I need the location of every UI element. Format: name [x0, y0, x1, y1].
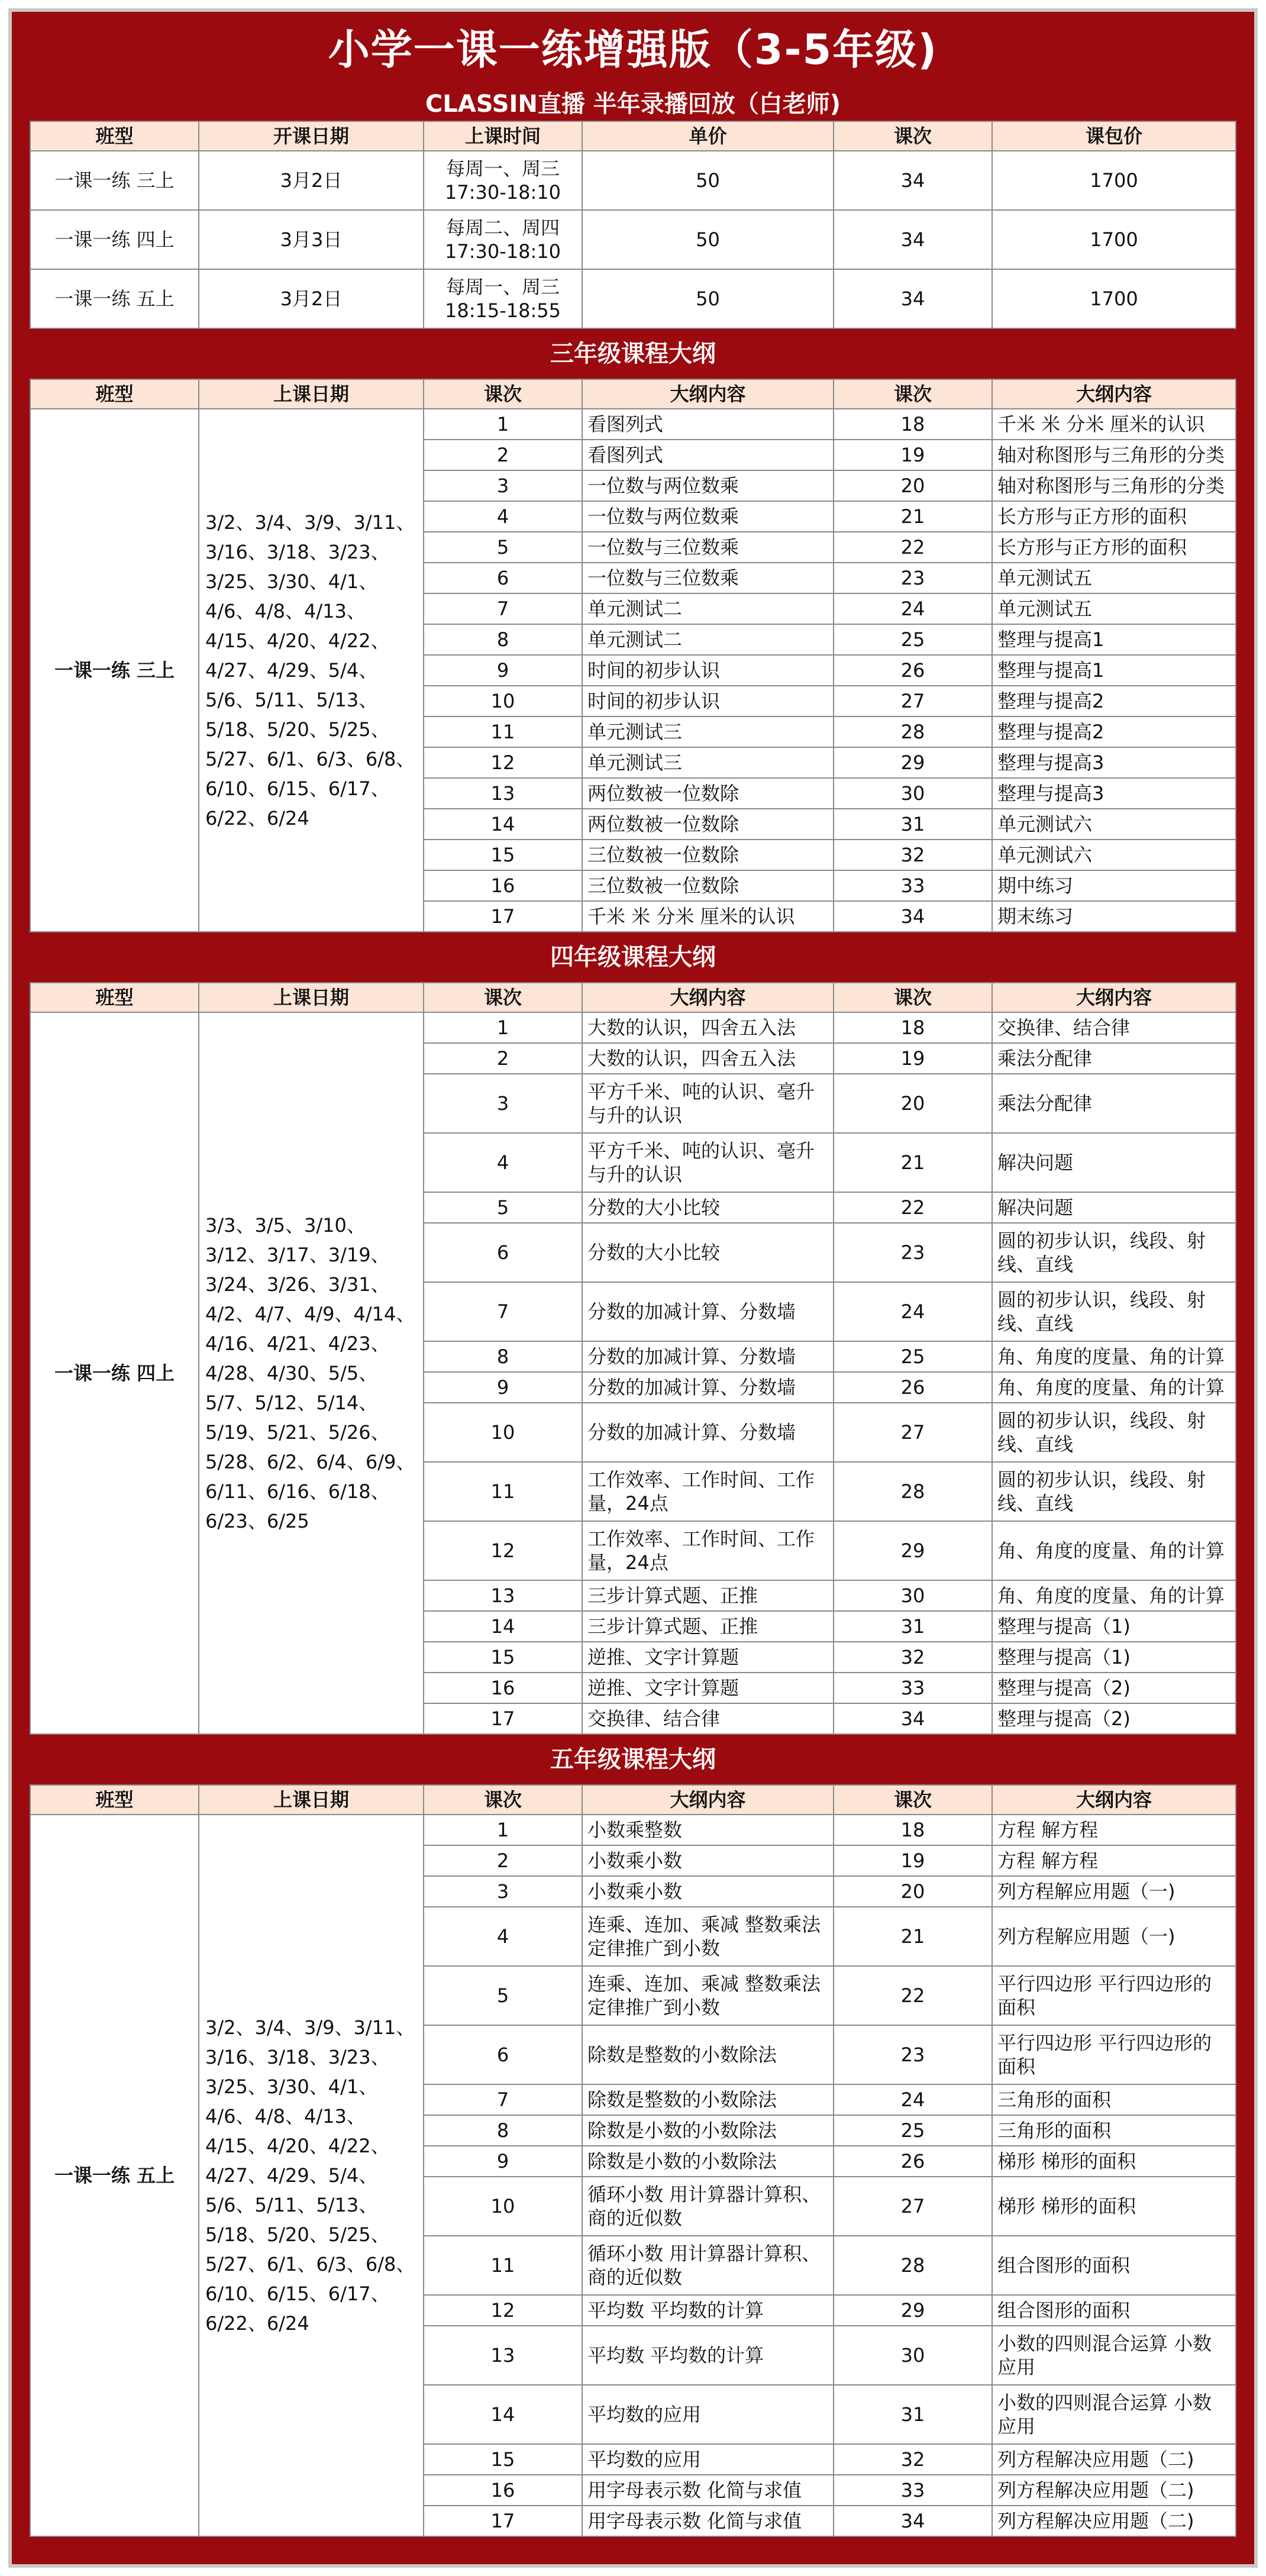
lesson-number: 5 — [424, 1966, 582, 2025]
overview-price: 50 — [582, 210, 834, 269]
lesson-content: 解决问题 — [992, 1133, 1236, 1192]
lesson-content: 整理与提高（2) — [992, 1703, 1236, 1734]
overview-time-days: 每周一、周三 — [445, 157, 560, 180]
syllabus-class: 一课一练 四上 — [30, 1012, 199, 1734]
grade4-section-title: 四年级课程大纲 — [550, 944, 716, 971]
lesson-number: 17 — [424, 2506, 582, 2536]
lesson-number: 12 — [424, 2295, 582, 2326]
lesson-number: 15 — [424, 840, 582, 870]
lesson-number: 22 — [834, 1966, 992, 2025]
lesson-number: 29 — [834, 747, 992, 778]
lesson-number: 29 — [834, 2295, 992, 2326]
lesson-content: 单元测试五 — [992, 593, 1236, 624]
syllabus-col-class: 班型 — [30, 379, 199, 409]
lesson-number: 6 — [424, 563, 582, 593]
lesson-number: 13 — [424, 2326, 582, 2385]
lesson-number: 1 — [424, 1815, 582, 1845]
lesson-number: 13 — [424, 778, 582, 809]
lesson-content: 圆的初步认识，线段、射线、直线 — [992, 1462, 1236, 1521]
lesson-number: 12 — [424, 1521, 582, 1580]
lesson-number: 28 — [834, 716, 992, 747]
overview-row — [30, 210, 1236, 269]
lesson-content: 分数的加减计算、分数墙 — [582, 1282, 834, 1341]
lesson-content: 列方程解决应用题（二) — [992, 2506, 1236, 2536]
lesson-content: 平行四边形 平行四边形的面积 — [992, 1966, 1236, 2025]
lesson-content: 整理与提高（2) — [992, 1673, 1236, 1703]
lesson-content: 单元测试五 — [992, 563, 1236, 593]
lesson-content: 长方形与正方形的面积 — [992, 501, 1236, 532]
lesson-number: 30 — [834, 2326, 992, 2385]
syllabus-col-content-a: 大纲内容 — [582, 983, 834, 1012]
lesson-content: 三位数被一位数除 — [582, 840, 834, 870]
syllabus-col-content-b: 大纲内容 — [992, 379, 1236, 409]
lesson-content: 角、角度的度量、角的计算 — [992, 1341, 1236, 1372]
lesson-number: 25 — [834, 1341, 992, 1372]
syllabus-class: 一课一练 三上 — [30, 409, 199, 932]
lesson-number: 16 — [424, 1673, 582, 1703]
lesson-number: 22 — [834, 532, 992, 563]
lesson-content: 长方形与正方形的面积 — [992, 532, 1236, 563]
lesson-number: 31 — [834, 809, 992, 840]
lesson-number: 20 — [834, 1074, 992, 1133]
lesson-number: 33 — [834, 2475, 992, 2506]
lesson-content: 一位数与三位数乘 — [582, 563, 834, 593]
syllabus-row — [30, 1012, 1236, 1043]
lesson-content: 时间的初步认识 — [582, 655, 834, 686]
lesson-content: 平方千米、吨的认识、毫升与升的认识 — [582, 1133, 834, 1192]
lesson-number: 27 — [834, 1403, 992, 1462]
lesson-number: 4 — [424, 501, 582, 532]
syllabus-col-lesson-b: 课次 — [834, 379, 992, 409]
overview-time-days: 每周一、周三 — [445, 276, 560, 298]
overview-start-date: 3月2日 — [199, 151, 424, 210]
lesson-content: 圆的初步认识，线段、射线、直线 — [992, 1223, 1236, 1282]
lesson-content: 一位数与两位数乘 — [582, 501, 834, 532]
lesson-content: 连乘、连加、乘减 整数乘法定律推广到小数 — [582, 1907, 834, 1966]
lesson-content: 小数乘小数 — [582, 1876, 834, 1907]
lesson-content: 循环小数 用计算器计算积、商的近似数 — [582, 2236, 834, 2295]
lesson-content: 分数的大小比较 — [582, 1192, 834, 1223]
syllabus-col-lesson-a: 课次 — [424, 983, 582, 1012]
lesson-content: 分数的大小比较 — [582, 1223, 834, 1282]
lesson-number: 30 — [834, 778, 992, 809]
lesson-number: 21 — [834, 1907, 992, 1966]
lesson-number: 28 — [834, 2236, 992, 2295]
lesson-number: 28 — [834, 1462, 992, 1521]
overview-start-date: 3月2日 — [199, 269, 424, 328]
lesson-content: 大数的认识，四舍五入法 — [582, 1043, 834, 1074]
lesson-number: 10 — [424, 1403, 582, 1462]
lesson-content: 轴对称图形与三角形的分类 — [992, 470, 1236, 501]
lesson-content: 单元测试三 — [582, 716, 834, 747]
overview-col-price: 单价 — [582, 121, 834, 151]
lesson-number: 14 — [424, 2385, 582, 2444]
lesson-content: 分数的加减计算、分数墙 — [582, 1403, 834, 1462]
grade5-syllabus-table — [30, 1784, 1236, 2537]
lesson-number: 17 — [424, 901, 582, 932]
lesson-content: 单元测试二 — [582, 593, 834, 624]
lesson-number: 11 — [424, 716, 582, 747]
lesson-content: 逆推、文字计算题 — [582, 1673, 834, 1703]
lesson-content: 除数是小数的小数除法 — [582, 2115, 834, 2146]
lesson-number: 9 — [424, 2146, 582, 2177]
lesson-number: 3 — [424, 1876, 582, 1907]
lesson-number: 4 — [424, 1133, 582, 1192]
lesson-number: 12 — [424, 747, 582, 778]
lesson-content: 列方程解决应用题（二) — [992, 2475, 1236, 2506]
syllabus-dates: 3/3、3/5、3/10、3/12、3/17、3/19、3/24、3/26、3/31、4/2、4/7、4/9、4/14、4/16、4/21、4/23、4/28、4/30、5/5、5/7、5/12、5/14、5/19、5/21、5/26、5/28、6/2、6/4、6/9、6/11、6/16、6/18、6/23、6/25 — [199, 1012, 424, 1734]
overview-row — [30, 151, 1236, 210]
lesson-content: 轴对称图形与三角形的分类 — [992, 440, 1236, 470]
lesson-content: 一位数与两位数乘 — [582, 470, 834, 501]
lesson-content: 平方千米、吨的认识、毫升与升的认识 — [582, 1074, 834, 1133]
lesson-number: 29 — [834, 1521, 992, 1580]
lesson-content: 组合图形的面积 — [992, 2295, 1236, 2326]
lesson-number: 23 — [834, 1223, 992, 1282]
overview-col-class: 班型 — [30, 121, 199, 151]
lesson-number: 6 — [424, 2025, 582, 2084]
lesson-number: 8 — [424, 1341, 582, 1372]
lesson-number: 19 — [834, 440, 992, 470]
syllabus-col-content-a: 大纲内容 — [582, 1785, 834, 1815]
lesson-content: 除数是整数的小数除法 — [582, 2084, 834, 2115]
lesson-number: 31 — [834, 2385, 992, 2444]
lesson-number: 11 — [424, 2236, 582, 2295]
lesson-content: 列方程解应用题（一) — [992, 1876, 1236, 1907]
lesson-content: 整理与提高2 — [992, 686, 1236, 716]
syllabus-col-lesson-a: 课次 — [424, 379, 582, 409]
lesson-number: 5 — [424, 532, 582, 563]
syllabus-header-row — [30, 983, 1236, 1012]
lesson-number: 15 — [424, 2444, 582, 2475]
lesson-number: 10 — [424, 2177, 582, 2236]
lesson-content: 整理与提高1 — [992, 655, 1236, 686]
lesson-number: 2 — [424, 1043, 582, 1074]
lesson-content: 整理与提高3 — [992, 778, 1236, 809]
lesson-number: 1 — [424, 409, 582, 440]
lesson-number: 32 — [834, 1642, 992, 1673]
lesson-content: 列方程解决应用题（二) — [992, 2444, 1236, 2475]
overview-row — [30, 269, 1236, 328]
syllabus-col-lesson-b: 课次 — [834, 983, 992, 1012]
lesson-content: 两位数被一位数除 — [582, 809, 834, 840]
lesson-number: 31 — [834, 1611, 992, 1642]
lesson-content: 乘法分配律 — [992, 1043, 1236, 1074]
lesson-number: 32 — [834, 2444, 992, 2475]
lesson-content: 分数的加减计算、分数墙 — [582, 1372, 834, 1403]
lesson-number: 34 — [834, 2506, 992, 2536]
lesson-content: 平均数的应用 — [582, 2444, 834, 2475]
lesson-content: 交换律、结合律 — [992, 1012, 1236, 1043]
lesson-content: 期中练习 — [992, 870, 1236, 901]
lesson-number: 17 — [424, 1703, 582, 1734]
lesson-content: 看图列式 — [582, 440, 834, 470]
lesson-content: 角、角度的度量、角的计算 — [992, 1580, 1236, 1611]
lesson-number: 8 — [424, 2115, 582, 2146]
overview-time-hours: 18:15-18:55 — [445, 299, 561, 322]
syllabus-col-content-b: 大纲内容 — [992, 983, 1236, 1012]
lesson-number: 14 — [424, 809, 582, 840]
lesson-number: 23 — [834, 2025, 992, 2084]
lesson-content: 两位数被一位数除 — [582, 778, 834, 809]
lesson-content: 三步计算式题、正推 — [582, 1611, 834, 1642]
syllabus-col-content-a: 大纲内容 — [582, 379, 834, 409]
lesson-content: 单元测试二 — [582, 624, 834, 655]
lesson-number: 16 — [424, 870, 582, 901]
lesson-number: 33 — [834, 870, 992, 901]
lesson-content: 梯形 梯形的面积 — [992, 2146, 1236, 2177]
overview-class: 一课一练 五上 — [30, 269, 199, 328]
lesson-content: 除数是整数的小数除法 — [582, 2025, 834, 2084]
lesson-content: 单元测试六 — [992, 840, 1236, 870]
lesson-content: 方程 解方程 — [992, 1815, 1236, 1845]
lesson-number: 18 — [834, 1815, 992, 1845]
lesson-content: 三位数被一位数除 — [582, 870, 834, 901]
lesson-content: 三角形的面积 — [992, 2084, 1236, 2115]
overview-count: 34 — [834, 151, 992, 210]
lesson-number: 13 — [424, 1580, 582, 1611]
lesson-content: 列方程解应用题（一) — [992, 1907, 1236, 1966]
lesson-number: 7 — [424, 1282, 582, 1341]
lesson-content: 整理与提高（1) — [992, 1611, 1236, 1642]
syllabus-header-row — [30, 379, 1236, 409]
lesson-content: 圆的初步认识，线段、射线、直线 — [992, 1403, 1236, 1462]
lesson-content: 平均数 平均数的计算 — [582, 2326, 834, 2385]
lesson-number: 19 — [834, 1845, 992, 1876]
lesson-number: 19 — [834, 1043, 992, 1074]
syllabus-class: 一课一练 五上 — [30, 1815, 199, 2536]
grade4-syllabus-table — [30, 982, 1236, 1735]
overview-total: 1700 — [992, 269, 1236, 328]
lesson-number: 24 — [834, 2084, 992, 2115]
lesson-content: 小数乘整数 — [582, 1815, 834, 1845]
lesson-content: 三角形的面积 — [992, 2115, 1236, 2146]
lesson-content: 连乘、连加、乘减 整数乘法定律推广到小数 — [582, 1966, 834, 2025]
content — [30, 12, 1236, 2564]
lesson-number: 30 — [834, 1580, 992, 1611]
lesson-number: 34 — [834, 1703, 992, 1734]
overview-time-days: 每周二、周四 — [445, 217, 560, 239]
lesson-number: 16 — [424, 2475, 582, 2506]
overview-total: 1700 — [992, 151, 1236, 210]
lesson-number: 27 — [834, 2177, 992, 2236]
lesson-number: 25 — [834, 624, 992, 655]
lesson-number: 15 — [424, 1642, 582, 1673]
lesson-content: 分数的加减计算、分数墙 — [582, 1341, 834, 1372]
lesson-content: 工作效率、工作时间、工作量，24点 — [582, 1521, 834, 1580]
lesson-number: 1 — [424, 1012, 582, 1043]
page-frame — [8, 8, 1258, 2568]
lesson-number: 22 — [834, 1192, 992, 1223]
syllabus-col-dates: 上课日期 — [199, 379, 424, 409]
lesson-content: 平均数的应用 — [582, 2385, 834, 2444]
page-subtitle: CLASSIN直播 半年录播回放（白老师) — [425, 91, 841, 118]
lesson-number: 7 — [424, 2084, 582, 2115]
lesson-content: 千米 米 分米 厘米的认识 — [582, 901, 834, 932]
lesson-content: 一位数与三位数乘 — [582, 532, 834, 563]
lesson-content: 梯形 梯形的面积 — [992, 2177, 1236, 2236]
lesson-content: 循环小数 用计算器计算积、商的近似数 — [582, 2177, 834, 2236]
lesson-content: 时间的初步认识 — [582, 686, 834, 716]
lesson-content: 平行四边形 平行四边形的面积 — [992, 2025, 1236, 2084]
lesson-content: 逆推、文字计算题 — [582, 1642, 834, 1673]
lesson-number: 26 — [834, 1372, 992, 1403]
overview-time — [424, 210, 582, 269]
syllabus-col-class: 班型 — [30, 1785, 199, 1815]
lesson-content: 用字母表示数 化简与求值 — [582, 2475, 834, 2506]
lesson-content: 乘法分配律 — [992, 1074, 1236, 1133]
lesson-content: 工作效率、工作时间、工作量，24点 — [582, 1462, 834, 1521]
lesson-number: 3 — [424, 1074, 582, 1133]
grade5-section-title: 五年级课程大纲 — [550, 1746, 716, 1773]
lesson-number: 7 — [424, 593, 582, 624]
lesson-number: 34 — [834, 901, 992, 932]
lesson-number: 21 — [834, 501, 992, 532]
syllabus-header-row — [30, 1785, 1236, 1815]
lesson-number: 21 — [834, 1133, 992, 1192]
lesson-number: 11 — [424, 1462, 582, 1521]
lesson-content: 平均数 平均数的计算 — [582, 2295, 834, 2326]
overview-time — [424, 151, 582, 210]
lesson-number: 9 — [424, 1372, 582, 1403]
lesson-content: 交换律、结合律 — [582, 1703, 834, 1734]
overview-col-start: 开课日期 — [199, 121, 424, 151]
lesson-content: 看图列式 — [582, 409, 834, 440]
lesson-number: 32 — [834, 840, 992, 870]
lesson-number: 26 — [834, 655, 992, 686]
overview-header-row — [30, 121, 1236, 151]
lesson-content: 方程 解方程 — [992, 1845, 1236, 1876]
lesson-number: 25 — [834, 2115, 992, 2146]
lesson-content: 整理与提高2 — [992, 716, 1236, 747]
lesson-number: 26 — [834, 2146, 992, 2177]
lesson-content: 解决问题 — [992, 1192, 1236, 1223]
overview-time-hours: 17:30-18:10 — [445, 181, 561, 204]
lesson-number: 4 — [424, 1907, 582, 1966]
lesson-number: 2 — [424, 440, 582, 470]
syllabus-col-content-b: 大纲内容 — [992, 1785, 1236, 1815]
lesson-number: 2 — [424, 1845, 582, 1876]
overview-time-hours: 17:30-18:10 — [445, 240, 561, 263]
overview-col-time: 上课时间 — [424, 121, 582, 151]
lesson-number: 10 — [424, 686, 582, 716]
syllabus-dates: 3/2、3/4、3/9、3/11、3/16、3/18、3/23、3/25、3/30、4/1、4/6、4/8、4/13、4/15、4/20、4/22、4/27、4/29、5/4、5/6、5/11、5/13、5/18、5/20、5/25、5/27、6/1、6/3、6/8、6/10、6/15、6/17、6/22、6/24 — [199, 1815, 424, 2536]
syllabus-col-dates: 上课日期 — [199, 1785, 424, 1815]
overview-price: 50 — [582, 151, 834, 210]
grade3-syllabus-table — [30, 379, 1236, 932]
lesson-number: 9 — [424, 655, 582, 686]
overview-class: 一课一练 四上 — [30, 210, 199, 269]
lesson-content: 小数的四则混合运算 小数应用 — [992, 2326, 1236, 2385]
lesson-content: 单元测试三 — [582, 747, 834, 778]
overview-col-total: 课包价 — [992, 121, 1236, 151]
lesson-number: 3 — [424, 470, 582, 501]
lesson-number: 27 — [834, 686, 992, 716]
lesson-content: 千米 米 分米 厘米的认识 — [992, 409, 1236, 440]
syllabus-col-lesson-b: 课次 — [834, 1785, 992, 1815]
overview-price: 50 — [582, 269, 834, 328]
overview-total: 1700 — [992, 210, 1236, 269]
grade3-section-title: 三年级课程大纲 — [550, 340, 716, 367]
syllabus-col-dates: 上课日期 — [199, 983, 424, 1012]
lesson-number: 8 — [424, 624, 582, 655]
lesson-content: 圆的初步认识，线段、射线、直线 — [992, 1282, 1236, 1341]
lesson-number: 5 — [424, 1192, 582, 1223]
overview-table — [30, 121, 1236, 329]
syllabus-col-lesson-a: 课次 — [424, 1785, 582, 1815]
lesson-number: 33 — [834, 1673, 992, 1703]
lesson-content: 小数的四则混合运算 小数应用 — [992, 2385, 1236, 2444]
lesson-content: 整理与提高3 — [992, 747, 1236, 778]
lesson-content: 三步计算式题、正推 — [582, 1580, 834, 1611]
lesson-number: 18 — [834, 1012, 992, 1043]
lesson-number: 24 — [834, 1282, 992, 1341]
syllabus-row — [30, 409, 1236, 440]
syllabus-dates: 3/2、3/4、3/9、3/11、3/16、3/18、3/23、3/25、3/30、4/1、4/6、4/8、4/13、4/15、4/20、4/22、4/27、4/29、5/4、5/6、5/11、5/13、5/18、5/20、5/25、5/27、6/1、6/3、6/8、6/10、6/15、6/17、6/22、6/24 — [199, 409, 424, 932]
lesson-content: 整理与提高（1) — [992, 1642, 1236, 1673]
syllabus-row — [30, 1815, 1236, 1845]
overview-start-date: 3月3日 — [199, 210, 424, 269]
lesson-content: 用字母表示数 化简与求值 — [582, 2506, 834, 2536]
overview-count: 34 — [834, 210, 992, 269]
lesson-number: 6 — [424, 1223, 582, 1282]
lesson-content: 整理与提高1 — [992, 624, 1236, 655]
lesson-content: 期末练习 — [992, 901, 1236, 932]
lesson-number: 20 — [834, 1876, 992, 1907]
overview-time — [424, 269, 582, 328]
lesson-number: 14 — [424, 1611, 582, 1642]
overview-count: 34 — [834, 269, 992, 328]
lesson-number: 23 — [834, 563, 992, 593]
overview-col-count: 课次 — [834, 121, 992, 151]
lesson-content: 角、角度的度量、角的计算 — [992, 1372, 1236, 1403]
lesson-number: 18 — [834, 409, 992, 440]
page-title: 小学一课一练增强版（3-5年级) — [328, 25, 938, 74]
syllabus-col-class: 班型 — [30, 983, 199, 1012]
lesson-number: 20 — [834, 470, 992, 501]
lesson-content: 大数的认识，四舍五入法 — [582, 1012, 834, 1043]
lesson-content: 组合图形的面积 — [992, 2236, 1236, 2295]
lesson-content: 除数是小数的小数除法 — [582, 2146, 834, 2177]
lesson-number: 24 — [834, 593, 992, 624]
overview-class: 一课一练 三上 — [30, 151, 199, 210]
lesson-content: 小数乘小数 — [582, 1845, 834, 1876]
lesson-content: 单元测试六 — [992, 809, 1236, 840]
lesson-content: 角、角度的度量、角的计算 — [992, 1521, 1236, 1580]
